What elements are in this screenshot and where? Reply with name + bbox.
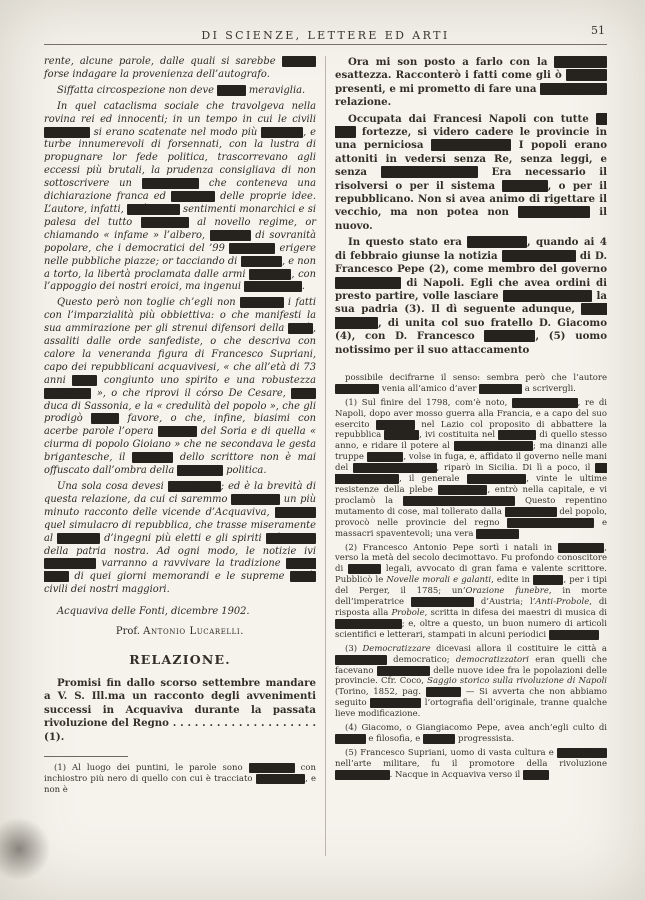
word-highlight-mark: giudizio — [132, 452, 173, 464]
word-highlight-mark: possibile — [555, 56, 606, 68]
word-highlight-mark: solevano — [230, 242, 275, 254]
paragraph: Siffatta circospezione non deve recar meraviglia. — [57, 84, 306, 96]
word-highlight-mark: nefasta — [158, 426, 196, 438]
word-highlight-mark: Napoli — [533, 575, 563, 586]
italic-title: Democratizzare — [362, 643, 431, 654]
author-signature: Prof. Antonio Lucarelli. — [115, 626, 245, 638]
word-highlight-mark: Ferdinando IV — [513, 397, 577, 408]
footnote: (3) Democratizzare dicevasi allora il costituire le città a reggimento democratico; democratizzatori eran quelli che facevano propaganda delle nuove idee fra le popolazioni delle provincie. Cfr. Coco, Saggio storico sulla rivoluzione di Napoli (Torino, 1852, pag. 125 sg. — Si avverta che non abbiamo seguito fedelmente l’ortografia dell’originale, tranne qualche lieve modificazione. — [335, 643, 608, 720]
dateline: Acquaviva delle Fonti, dicembre 1902. — [57, 606, 250, 618]
word-highlight-mark: fedelmente — [371, 698, 420, 709]
paragraph: rente, alcune parole, dalle quali si sarebbe potuta forse indagare la provenienza dell’autografo. — [44, 56, 315, 80]
word-highlight-mark: lamentare — [168, 481, 220, 492]
relazione-opening: Promisi fin dallo scorso settembre mandare a V. S. Ill.ma un racconto degli avvenimenti successi in Acquaviva durante la passata rivoluzione del Regno . . . . . . . . . . . . . . . . . . . . (1). — [44, 677, 316, 743]
italic-title: Orazione funebre — [465, 586, 549, 597]
word-highlight-mark: passione — [178, 465, 223, 477]
word-highlight-mark: scienze — [348, 564, 381, 575]
paragraph: In quel cataclisma sociale che travolgeva nella rovina rei ed innocenti; in un tempo in cui le civili vendette si erano scatenate nel modo più violento, e turbe innumerevoli di forsennati, con la lustra di propugnare lor fede politica, trascorrevano agli eccessi più brutali, la prudenza consigliava di non sottoscrivere un documento che conteneva una dichiarazione franca ed esplicita delle proprie idee. L’autore, infatti, celò i suoi sentimenti monarchici e si palesa del tutto contrario al novello regime, or chiamando « infame » l’albero, simbolo di sovranità popolare, che i democratici del ’99 solevano erigere nelle pubbliche piazze; or tacciando di finzione, e non a torto, la libertà proclamata dalle armi francesi, con l’appoggio dei nostri eroici, ma ingenui « patrioti ». — [44, 100, 317, 293]
italic-title: democratizzatori — [455, 654, 529, 665]
footnote: possibile decifrarne il senso: sembra però che l’autore chiedesse venia all’amico d’aver indugiato a scrivergli. — [336, 372, 607, 394]
word-highlight-mark: francesi — [367, 452, 403, 463]
word-highlight-mark: romana — [385, 430, 419, 441]
word-highlight-mark: 125 sg. — [426, 687, 461, 698]
footnote-separator-rule — [44, 756, 128, 757]
word-highlight-mark: reggimento — [336, 654, 386, 665]
word-highlight-mark: gran massa — [505, 506, 556, 517]
footnote: (2) Francesco Antonio Pepe sortì i natali in Acquaviva, verso la metà del secolo decimottavo. Fu profondo conoscitore di scienze legali, avvocato di gran fama e valente scrittore. Pubblicò le Novelle morali e galanti, edite in Napoli, per i tipi del Perger, il 1785; un’Orazione funebre, in morte dell’imperatrice Maria Teresa d’Austria; l’Anti-Probole, di risposta alla Probole, scritta in difesa dei maestri di musica di Saverio Mattei; e, oltre a questo, un buon numero di articoli scientifici e letterari, stampati in alcuni periodici napoletani. — [335, 542, 608, 640]
word-highlight-mark: propaganda — [377, 665, 430, 676]
word-highlight-mark: recar — [218, 84, 245, 96]
italic-title: Anti-Probole — [535, 597, 590, 608]
word-highlight-mark: Saverio Mattei — [336, 618, 401, 629]
header-rule — [44, 44, 607, 45]
word-highlight-mark: fedelissima — [541, 82, 606, 95]
word-highlight-mark: incendi, saccheggi — [508, 517, 594, 528]
word-highlight-mark: realista — [503, 179, 547, 192]
word-highlight-mark: finto — [292, 387, 315, 399]
word-highlight-mark: 1726. — [523, 769, 549, 780]
word-highlight-mark: più nobili — [266, 532, 315, 544]
word-highlight-mark: Repubblica Partenopea. — [403, 495, 515, 506]
word-highlight-mark: aspettato — [232, 493, 279, 505]
word-highlight-mark: simbolo — [210, 229, 250, 241]
word-highlight-mark: democratizzata — [503, 289, 592, 302]
word-highlight-mark: anarchia (1). — [432, 139, 511, 152]
footnote: (1) Al luogo dei puntini, le parole sono cancellate con inchiostro più nero di quello con cui è tracciato l’autografo, e non è — [44, 763, 317, 795]
word-highlight-mark: finzione — [241, 255, 281, 267]
italic-title: Probole — [391, 607, 425, 618]
word-highlight-mark: virtù — [291, 571, 315, 583]
word-highlight-mark: Maria Teresa — [411, 597, 473, 608]
word-highlight-mark: patibolo — [58, 532, 99, 544]
word-highlight-mark: lettere — [336, 733, 365, 744]
word-highlight-mark: Acquaviva — [468, 236, 526, 249]
word-highlight-mark: cancellate — [249, 763, 294, 774]
page-number: 51 — [591, 24, 605, 37]
footnote: (1) Sul finire del 1798, com’è noto, Ferdinando IV, re di Napoli, dopo aver mosso guerra alla Francia, e a capo del suo esercito s’avanzò nel Lazio col proposito di abbattere la repubblica romana, ivi costituita nel febbraio di quello stesso anno, e ridare il potere al profugo pontefice; ma dinanzi alle truppe francesi, volse in fuga, e, affidato il governo nelle mani del principe Pignatelli, riparò in Sicilia. Di lì a poco, il 23 gennaio 1799, il generale Championnet, vinte le ultime resistenze della plebe napoletana, entrò nella capitale, e vi proclamò la Repubblica Partenopea. Questo repentino mutamento di cose, mal tollerato dalla gran massa del popolo, provocò nelle provincie del regno incendi, saccheggi e massacri spaventevoli; una vera anarchia! — [335, 397, 608, 539]
word-highlight-mark: profugo pontefice — [454, 441, 533, 452]
word-highlight-mark: acquavivese — [336, 769, 389, 780]
italic-title: Saggio storico sulla rivoluzione di Napoli — [427, 676, 608, 687]
paragraph: Ora mi son posto a farlo con la possibile esattezza. Racconterò i fatti come gli ò ancora presenti, e mi prometto di fare una fedelissima relazione. — [335, 56, 606, 109]
word-highlight-mark: contenute — [45, 558, 96, 570]
word-highlight-mark: giovanile — [45, 387, 91, 399]
word-highlight-mark: « patrioti » — [245, 281, 301, 293]
word-highlight-mark: abbracciarsi — [518, 206, 590, 219]
paragraph: Occupata dai Francesi Napoli con tutte le sue fortezze, si videro cadere le provincie in una perniciosa anarchia (1). I popoli erano attoniti in vedersi senza Re, senza leggi, e senza forza pubblica. Era necessario il risolversi o per il sistema realista, o per il repubblicano. Non si avea animo di rigettare il vecchio, ma non potea non abbracciarsi il nuovo. — [335, 112, 608, 232]
word-highlight-mark: peritissimo — [557, 747, 606, 758]
footnote: (5) Francesco Supriani, uomo di vasta cultura e peritissimo nell’arte militare, fu il promotore della rivoluzione acquavivese. Nacque in Acquaviva verso il 1726. — [335, 747, 607, 780]
word-highlight-mark: l’autografo — [256, 774, 305, 784]
word-highlight-mark: 23 gennaio 1799 — [335, 463, 607, 485]
right-column — [326, 56, 607, 784]
word-highlight-mark: Championnet — [467, 474, 526, 485]
word-highlight-mark: tanto — [92, 413, 119, 425]
word-highlight-mark: napoletana — [438, 485, 487, 495]
small-caps-name: Antonio Lucarelli. — [143, 626, 245, 638]
word-highlight-mark: le sue — [335, 112, 607, 139]
word-highlight-mark: principe Pignatelli — [354, 463, 436, 474]
section-title: RELAZIONE. — [129, 652, 231, 668]
paragraph: In questo stato era Acquaviva, quando ai 4 di febbraio giunse la notizia dell’elezione di D. Francesco Pepe (2), come membro del governo provvisorio di Napoli. Egli che avea ordini di presto partire, volle lasciare democratizzata la sua padria (3). Il dì seguente adunque, 5 di febraro, di unita col suo fratello D. Giacomo (4), con D. Francesco Supriani, (5) uomo notissimo per il suo attaccamento — [335, 236, 608, 356]
footnote-gap — [335, 360, 607, 373]
word-highlight-mark: provvisorio — [336, 276, 400, 289]
word-highlight-mark: durante — [275, 506, 315, 518]
italic-title: Novelle morali e galanti — [386, 575, 492, 586]
word-highlight-mark: ancora — [567, 69, 606, 82]
word-highlight-mark: francesi — [250, 268, 291, 280]
word-highlight-mark: s’avanzò — [376, 419, 414, 430]
word-highlight-mark: vendette — [45, 126, 89, 138]
paragraph: Una sola cosa devesi lamentare; ed è la brevità di questa relazione, da cui ci saremmo aspettato un più minuto racconto delle vicende d’Acquaviva, durante quel simulacro di repubblica, che trasse miseramente al patibolo d’ingegni più eletti e gli spiriti più nobili della patria nostra. Ad ogni modo, le notizie ivi contenute varranno a ravvivare la tradizione ormai vaga di quei giorni memorandi e le supreme virtù civili dei nostri maggiori. — [44, 481, 316, 596]
left-column — [44, 56, 325, 799]
word-highlight-mark: potuta — [282, 56, 315, 67]
word-highlight-mark: città — [289, 323, 312, 335]
word-highlight-mark: dell’elezione — [502, 249, 575, 262]
text-columns — [44, 56, 607, 856]
running-header — [44, 24, 607, 40]
word-highlight-mark: chiedesse — [336, 383, 379, 394]
word-highlight-mark: Acquaviva — [559, 542, 604, 553]
word-highlight-mark: 5 di febraro — [335, 303, 607, 329]
paragraph: Questo però non toglie ch’egli non esponga i fatti con l’imparzialità più obbiettiva: o che manifesti la sua ammirazione per gli strenui difensori della città, assaliti dalle orde sanfediste, o che descriva con calore la veneranda figura di Francesco Supriani, capo dei repubblicani acquavivesi, « che all’età di 73 anni avea congiunto uno spirito e una robustezza giovanile », o che riprovi il córso De Cesare, finto duca di Sassonia, e la « credulità del popolo », che gli prodigò tanto favore, o che, infine, biasimi con acerbe parole l’opera nefasta del Soria e di quella « ciurma di popolo Gioiano » che ne secondava le gesta brigantesche, il giudizio dello scrittore non è mai offuscato dall’ombra della passione politica. — [44, 297, 317, 477]
word-highlight-mark: contrario — [141, 216, 188, 228]
word-highlight-mark: celò i suoi — [128, 203, 179, 215]
word-highlight-mark: documento — [142, 178, 199, 190]
word-highlight-mark: fervido — [424, 733, 455, 744]
word-highlight-mark: indugiato — [480, 383, 522, 394]
word-highlight-mark: esponga — [240, 297, 283, 309]
word-highlight-mark: Supriani — [485, 330, 535, 343]
word-highlight-mark: napoletani. — [549, 629, 598, 640]
word-highlight-mark: ormai vaga — [44, 558, 316, 583]
word-highlight-mark: forza pubblica. — [381, 166, 478, 179]
footnote: (4) Giacomo, o Giangiacomo Pepe, avea anch’egli culto di lettere e filosofia, e fervido progressista. — [336, 723, 607, 744]
journal-title: DI SCIENZE, LETTERE ED ARTI — [201, 29, 450, 42]
word-highlight-mark: avea — [73, 374, 97, 386]
word-highlight-mark: anarchia! — [477, 528, 519, 539]
word-highlight-mark: violento — [262, 126, 303, 138]
word-highlight-mark: esplicita — [171, 191, 215, 203]
word-highlight-mark: febbraio — [499, 430, 536, 441]
